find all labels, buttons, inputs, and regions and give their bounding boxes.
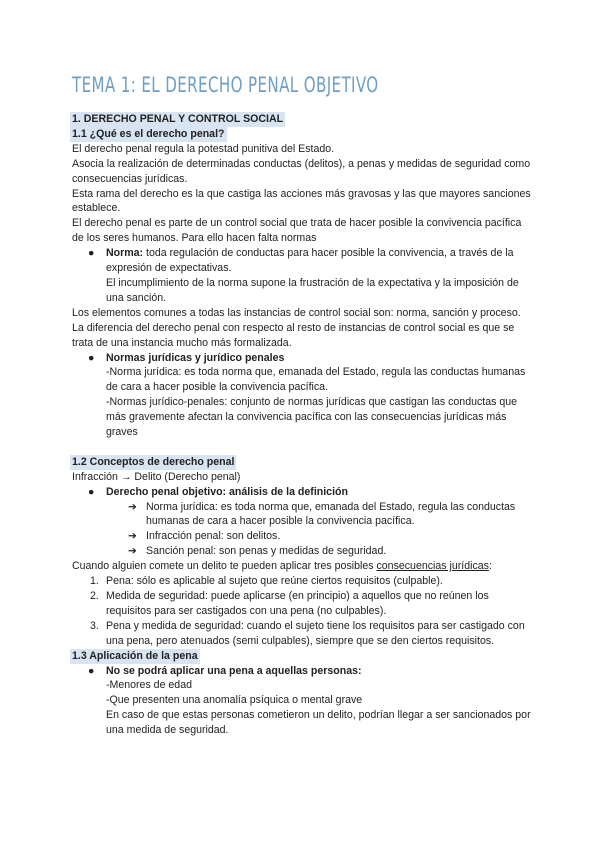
- underlined-text: consecuencias jurídicas: [376, 560, 489, 573]
- bullet-item-normas: [72, 351, 532, 440]
- numbered-item: [72, 619, 532, 649]
- numbered-item-text: Pena: sólo es aplicable al sujeto que reúne ciertos requisitos (culpable).: [106, 575, 443, 588]
- arrow-item-text: Norma jurídica: es toda norma que, emanada del Estado, regula las conductas humanas de cara a hacer posible la convivencia pacífica.: [146, 500, 516, 528]
- text-run: Cuando alguien comete un delito te pueden aplicar tres posibles: [72, 560, 377, 573]
- normas-item: -Norma jurídica: es toda norma que, emanada del Estado, regula las conductas humanas de cara a hacer posible la convivencia pacífica.: [106, 366, 526, 394]
- bullet-item-norma: [72, 246, 532, 306]
- arrow-icon: ➔: [128, 545, 137, 558]
- section-heading-1: 1. DERECHO PENAL Y CONTROL SOCIAL: [72, 113, 284, 125]
- numbered-item: [72, 574, 532, 589]
- arrow-icon: ➔: [128, 500, 137, 513]
- paragraph: El derecho penal es parte de un control social que trata de hacer posible la convivencia pacífica de los seres humanos. Para ello hacen falta normas: [72, 217, 522, 245]
- arrow-item-text: Sanción penal: son penas y medidas de seguridad.: [146, 545, 387, 558]
- bullet-item-aplicacion: [72, 664, 532, 739]
- numbered-item-text: Pena y medida de seguridad: cuando el sujeto tiene los requisitos para ser castigado con una pena, pero atenuados (semi culpables), siempre que se den ciertos requisitos.: [106, 619, 525, 647]
- aplicacion-item: -Que presenten una anomalía psíquica o mental grave: [106, 694, 363, 707]
- paragraph: Asocia la realización de determinadas conductas (delitos), a penas y medidas de seguridad como consecuencias jurídicas.: [72, 157, 531, 185]
- arrow-item: [72, 500, 532, 530]
- bullet-icon: ●: [88, 485, 95, 498]
- paragraph: Los elementos comunes a todas las instancias de control social son: norma, sanción y proceso.: [72, 306, 521, 319]
- dpo-label: Derecho penal objetivo: análisis de la definición: [106, 485, 348, 498]
- arrow-item-text: Infracción penal: son delitos.: [146, 530, 281, 543]
- subsection-heading-1-2: 1.2 Conceptos de derecho penal: [72, 455, 235, 468]
- aplicacion-label: No se podrá aplicar una pena a aquellas personas:: [106, 664, 362, 677]
- normas-item: -Normas jurídico-penales: conjunto de normas jurídicas que castigan las conductas que más gravemente afectan la convivencia pacífica con las consecuencias jurídicas más graves: [106, 396, 518, 439]
- arrow-item: [72, 544, 532, 559]
- arrow-icon: ➔: [128, 530, 137, 543]
- paragraph: El derecho penal regula la potestad punitiva del Estado.: [72, 142, 335, 155]
- arrow-item: [72, 529, 532, 544]
- paragraph: Infracción → Delito (Derecho penal): [72, 470, 241, 483]
- paragraph: La diferencia del derecho penal con respecto al resto de instancias de control social es que se trata de una instancia mucho más formalizada.: [72, 321, 515, 349]
- aplicacion-item: En caso de que estas personas cometieron un delito, podrían llegar a ser sancionados por una medida de seguridad.: [106, 709, 531, 737]
- bullet-icon: ●: [88, 351, 95, 364]
- subsection-heading-1-1: 1.1 ¿Qué es el derecho penal?: [72, 127, 225, 140]
- norma-text: toda regulación de conductas para hacer posible la convivencia, a través de la expresión de expectativas.: [106, 247, 514, 275]
- document-title: TEMA 1: EL DERECHO PENAL OBJETIVO: [72, 73, 379, 97]
- bullet-item-dpo: [72, 485, 532, 500]
- number-marker: 2.: [90, 589, 99, 602]
- numbered-item: [72, 589, 532, 619]
- normas-label: Normas jurídicas y jurídico penales: [106, 351, 285, 364]
- document-body: [72, 112, 532, 738]
- subsection-heading-1-3: 1.3 Aplicación de la pena: [72, 649, 198, 662]
- numbered-item-text: Medida de seguridad: puede aplicarse (en principio) a aquellos que no reúnen los requisitos para ser castigados con una pena (no culpables).: [106, 589, 489, 617]
- paragraph: Esta rama del derecho es la que castiga las acciones más gravosas y las que mayores sanciones establece.: [72, 187, 531, 215]
- bullet-icon: ●: [88, 247, 95, 260]
- norma-label: Norma:: [106, 247, 144, 260]
- text-run: :: [488, 560, 492, 573]
- aplicacion-item: -Menores de edad: [106, 679, 192, 692]
- paragraph: [72, 559, 532, 574]
- number-marker: 3.: [90, 619, 99, 632]
- norma-text-2: El incumplimiento de la norma supone la frustración de la expectativa y la imposición de una sanción.: [106, 276, 519, 304]
- bullet-icon: ●: [88, 664, 95, 677]
- number-marker: 1.: [90, 575, 99, 588]
